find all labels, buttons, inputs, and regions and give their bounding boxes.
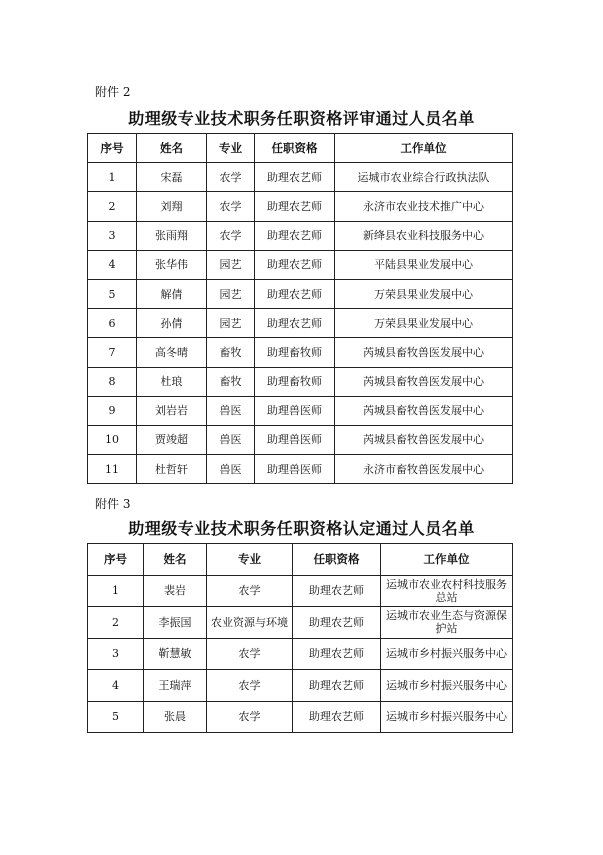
cell-qualification: 助理农艺师 (255, 250, 335, 279)
cell-qualification: 助理农艺师 (293, 638, 381, 670)
cell-name: 杜琅 (137, 367, 207, 396)
table-header-row (88, 544, 513, 576)
table-header-row (88, 134, 513, 163)
cell-name: 刘岩岩 (137, 396, 207, 425)
cell-workplace: 运城市乡村振兴服务中心 (381, 638, 513, 670)
header-cell-major: 专业 (207, 544, 293, 576)
cell-name: 王瑞萍 (144, 670, 207, 702)
header-cell-qualification: 任职资格 (293, 544, 381, 576)
header-cell-index: 序号 (88, 134, 137, 163)
cell-name: 杜哲轩 (137, 455, 207, 484)
cell-qualification: 助理农艺师 (255, 163, 335, 192)
cell-index: 2 (88, 607, 144, 639)
cell-name: 高冬晴 (137, 338, 207, 367)
cell-qualification: 助理兽医师 (255, 425, 335, 454)
cell-index: 1 (88, 163, 137, 192)
cell-index: 4 (88, 250, 137, 279)
cell-workplace: 芮城县畜牧兽医发展中心 (335, 338, 513, 367)
cell-name: 张晨 (144, 701, 207, 733)
cell-workplace: 运城市农业生态与资源保护站 (381, 607, 513, 639)
cell-workplace: 芮城县畜牧兽医发展中心 (335, 367, 513, 396)
cell-workplace: 芮城县畜牧兽医发展中心 (335, 396, 513, 425)
table-row (88, 250, 513, 279)
cell-qualification: 助理农艺师 (255, 309, 335, 338)
cell-index: 11 (88, 455, 137, 484)
table-row (88, 309, 513, 338)
header-cell-major: 专业 (207, 134, 255, 163)
cell-index: 4 (88, 670, 144, 702)
cell-major: 园艺 (207, 279, 255, 308)
cell-index: 2 (88, 192, 137, 221)
table-row (88, 396, 513, 425)
annex2-table (87, 133, 513, 484)
cell-name: 裴岩 (144, 575, 207, 607)
table-row (88, 221, 513, 250)
cell-workplace: 万荣县果业发展中心 (335, 279, 513, 308)
cell-name: 贾竣超 (137, 425, 207, 454)
cell-index: 6 (88, 309, 137, 338)
annex2-label: 附件 2 (95, 85, 131, 99)
cell-major: 农学 (207, 221, 255, 250)
cell-major: 园艺 (207, 250, 255, 279)
cell-qualification: 助理农艺师 (293, 670, 381, 702)
cell-major: 兽医 (207, 425, 255, 454)
cell-major: 农学 (207, 575, 293, 607)
cell-workplace: 运城市乡村振兴服务中心 (381, 701, 513, 733)
cell-workplace: 运城市农业综合行政执法队 (335, 163, 513, 192)
cell-index: 9 (88, 396, 137, 425)
table-row (88, 701, 513, 733)
cell-name: 解倩 (137, 279, 207, 308)
table-row (88, 575, 513, 607)
cell-major: 农学 (207, 670, 293, 702)
header-cell-workplace: 工作单位 (381, 544, 513, 576)
cell-major: 畜牧 (207, 367, 255, 396)
cell-name: 靳慧敏 (144, 638, 207, 670)
cell-name: 刘翔 (137, 192, 207, 221)
cell-major: 农学 (207, 701, 293, 733)
cell-index: 1 (88, 575, 144, 607)
annex3-table (87, 543, 513, 733)
cell-major: 农学 (207, 163, 255, 192)
cell-workplace: 永济市畜牧兽医发展中心 (335, 455, 513, 484)
cell-qualification: 助理农艺师 (255, 221, 335, 250)
cell-qualification: 助理农艺师 (293, 575, 381, 607)
cell-major: 畜牧 (207, 338, 255, 367)
cell-workplace: 运城市农业农村科技服务总站 (381, 575, 513, 607)
annex3-label: 附件 3 (95, 497, 131, 511)
cell-name: 孙倩 (137, 309, 207, 338)
table-row (88, 670, 513, 702)
cell-major: 园艺 (207, 309, 255, 338)
annex3-title: 助理级专业技术职务任职资格认定通过人员名单 (128, 519, 475, 538)
cell-index: 3 (88, 638, 144, 670)
cell-index: 8 (88, 367, 137, 396)
cell-workplace: 平陆县果业发展中心 (335, 250, 513, 279)
cell-name: 张华伟 (137, 250, 207, 279)
cell-major: 农业资源与环境 (207, 607, 293, 639)
table-row (88, 455, 513, 484)
cell-workplace: 芮城县畜牧兽医发展中心 (335, 425, 513, 454)
header-cell-workplace: 工作单位 (335, 134, 513, 163)
cell-workplace: 运城市乡村振兴服务中心 (381, 670, 513, 702)
cell-index: 3 (88, 221, 137, 250)
cell-qualification: 助理农艺师 (255, 192, 335, 221)
cell-workplace: 新绛县农业科技服务中心 (335, 221, 513, 250)
cell-qualification: 助理农艺师 (293, 701, 381, 733)
cell-major: 农学 (207, 638, 293, 670)
cell-qualification: 助理兽医师 (255, 396, 335, 425)
table-row (88, 425, 513, 454)
cell-workplace: 万荣县果业发展中心 (335, 309, 513, 338)
cell-index: 5 (88, 701, 144, 733)
cell-index: 10 (88, 425, 137, 454)
cell-workplace: 永济市农业技术推广中心 (335, 192, 513, 221)
annex2-title: 助理级专业技术职务任职资格评审通过人员名单 (128, 109, 475, 128)
header-cell-qualification: 任职资格 (255, 134, 335, 163)
header-cell-name: 姓名 (144, 544, 207, 576)
cell-qualification: 助理农艺师 (293, 607, 381, 639)
table-row (88, 279, 513, 308)
table-row (88, 192, 513, 221)
table-row (88, 338, 513, 367)
cell-name: 张雨翔 (137, 221, 207, 250)
cell-qualification: 助理畜牧师 (255, 367, 335, 396)
cell-name: 宋磊 (137, 163, 207, 192)
cell-major: 兽医 (207, 455, 255, 484)
cell-major: 兽医 (207, 396, 255, 425)
cell-index: 5 (88, 279, 137, 308)
cell-name: 李振国 (144, 607, 207, 639)
cell-index: 7 (88, 338, 137, 367)
header-cell-index: 序号 (88, 544, 144, 576)
cell-qualification: 助理农艺师 (255, 279, 335, 308)
table-row (88, 163, 513, 192)
table-row (88, 638, 513, 670)
table-row (88, 607, 513, 639)
header-cell-name: 姓名 (137, 134, 207, 163)
cell-qualification: 助理畜牧师 (255, 338, 335, 367)
cell-major: 农学 (207, 192, 255, 221)
cell-qualification: 助理兽医师 (255, 455, 335, 484)
table-row (88, 367, 513, 396)
